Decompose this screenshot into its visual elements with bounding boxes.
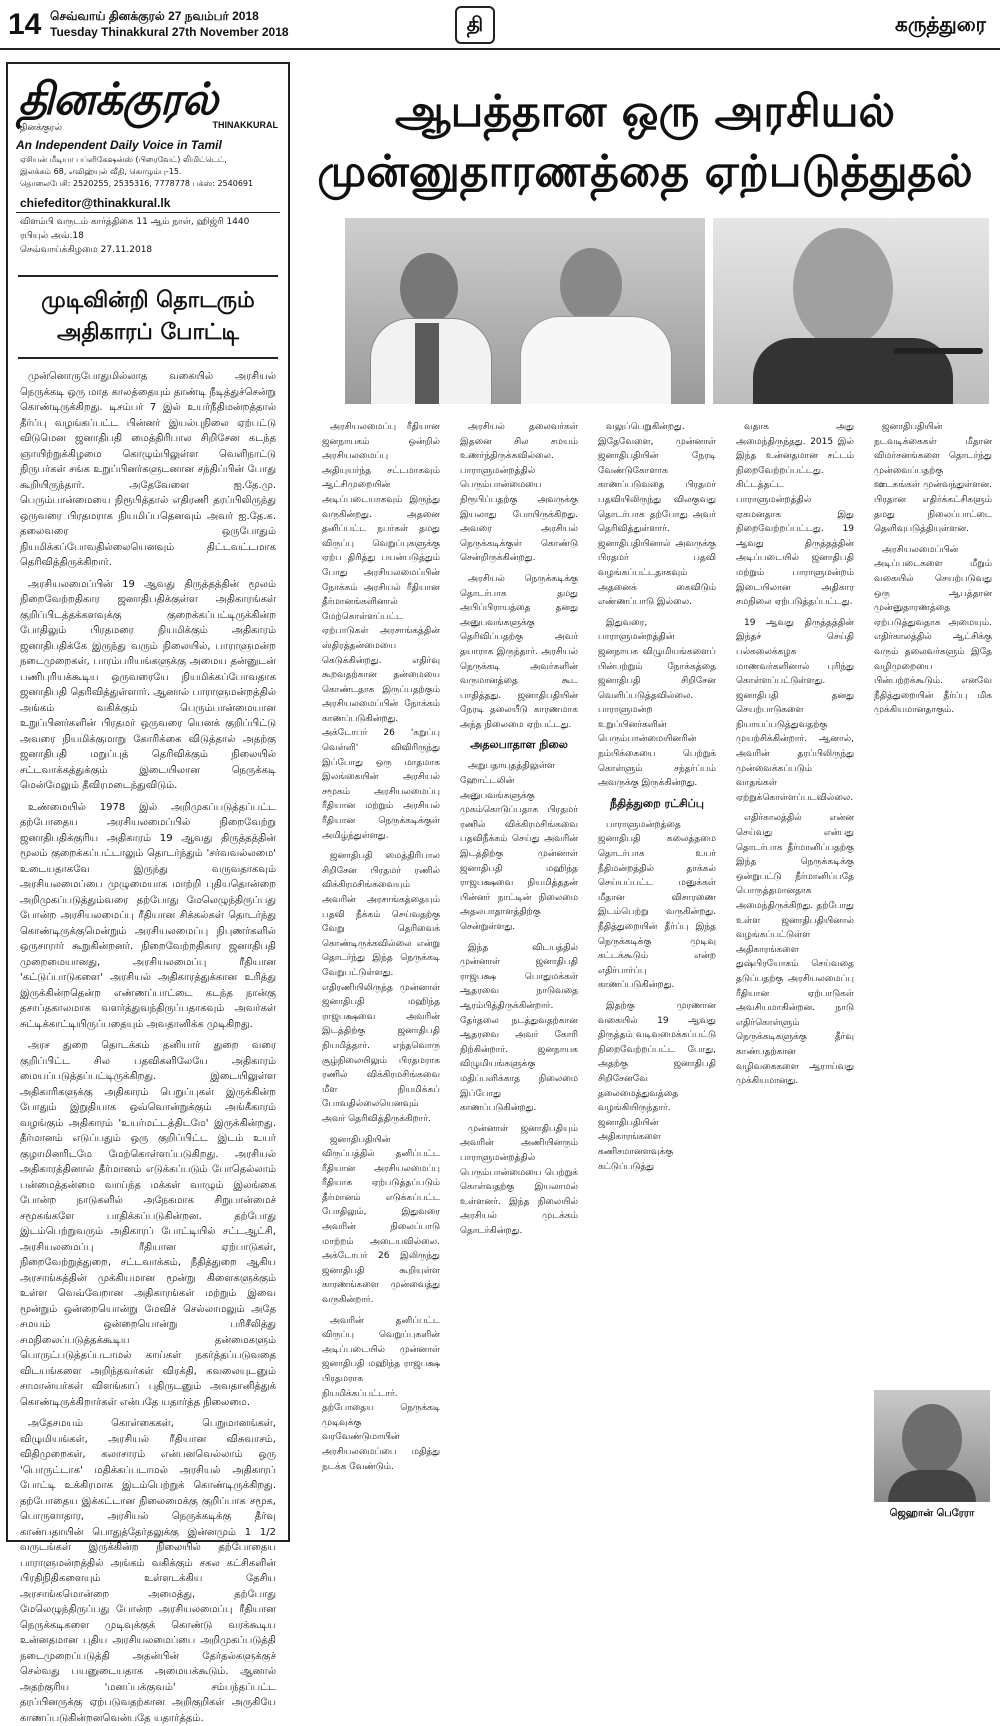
publisher-line: தொலைபேசி: 2520255, 2535316, 7778778 பக்ஸ்: 2540691: [20, 179, 254, 188]
editorial-title-line: முடிவின்றி தொடரும்: [41, 288, 255, 313]
editorial-paragraph: அரச துறை தொடக்கம் தனியார் துறை வரை குறிப்பிட்ட சில பதவிகளிலேயே அதிகாரம் மையப்படுத்தப்பட்டிருக்கிறது. இடையிலுள்ள அதிகாரிகளுக்கு அதிகாரம் பெறுப்புகள் இருக்கின்ற போதும் இறுதியாக ஒவ்வொன்றுக்கும் அங்கீகாரம் வழங்கும் அதிகாரம் 'உயர்மட்டத்திடமே' இருக்கின்றது. தீர்மானம் எடுப்பதும் ஒரு குறிப்பிட்ட இடம் உயர் குழாமினரிடமே மேற்கொள்ளப்படுகிறது. அரசியல் அதிகாரத்தினால் தீர்மானம் எடுக்கப்படும் போதெல்லாம் பன்மைத்தன்மை வாய்ந்த மக்கள் வாழும் இலங்கை போன்ற நாடுகளில் அநேகமாக சிறுபான்மைச் சமூகங்களே பாதிக்கப்படுகின்றன. தற்போது இடம்பெற்றுவரும் அதிகாரப் போட்டியில் சட்டஆட்சி, அரசியலமைப்பு ரீதியான ஏற்பாடுகள், நிறைவேற்றுத்துறை, சட்டவாக்கம், நீதித்துறை ஆகிய அரசாங்கத்தின் முக்கியமான மூன்று கிளைகளுக்கும் உள்ள வெவ்வேறான அதிகாரங்கள் மற்றும் இவை மூன்றும் ஒன்றையொன்று மேவிச் செல்லாமலும் அதே சமயம் ஒன்றையொன்று பரிசீலித்து சமநிலைப்படுத்தக்கூடிய தன்மைகளும் பொருட்படுத்தப்படாமல் காய்கள் நகர்த்தப்படுவதை விடயங்களை அறிந்தவர்கள் விரக்தி, கவலையுடனும் சாமான்யர்கள் விளங்காப் புதிருடனும் அவதானித்துக் கொண்டிருக்கிறார்கள் என்பதே யதார்த்த நிலைமை.: [20, 1040, 276, 1408]
portrait-photo: [713, 218, 989, 404]
masthead-box: [6, 62, 290, 1724]
person-body: [520, 316, 672, 404]
article-paragraph: அரசியலமைப்பின் அடிப்படைகளை மீறும் வகையில் செயற்படுவது ஒரு ஆபத்தான முன்னுதாரணத்தை ஏற்படுத்துவதாக அமையும். எதிர்காலத்தில் ஆட்சிக்கு வரும் தலைவர்களும் இதே வழிமுறையை பின்பற்றக்கூடும். எனவே நீதித்துறையின் தீர்ப்பு மிக முக்கியமானதாகும்.: [874, 544, 992, 716]
author-face: [902, 1404, 962, 1474]
date-tamil: செவ்வாய் தினக்குரல் 27 நவம்பர் 2018: [50, 9, 259, 23]
article-paragraph: இதற்கு முரணான வகையில் 19 ஆவது திருத்தம் வடிவமைக்கப்பட்டு நிறைவேற்றப்பட்ட போது, அதற்கு ஜனாதிபதி சிறிசேனவே தலைமைத்துவத்தை வழங்கியிருந்தார். ஜனாதிபதியின் அதிகாரங்களை கணிசமானளவுக்கு கட்டுப்படுத்து: [598, 1000, 716, 1172]
headline-line: முன்னுதாரணத்தை ஏற்படுத்துதல்: [317, 146, 973, 197]
newspaper-name: தினக்குரல்: [18, 74, 217, 125]
person-face: [793, 228, 893, 348]
page-header: [0, 0, 1000, 50]
newspaper-brand: [18, 74, 278, 132]
editorial-paragraph: முன்னொருபோதுமில்லாத வகையில் அரசியல் நெருக்கடி ஒரு மாத காலத்தையும் தாண்டி நீடித்துச்சென்று கொண்டிருக்கிறது. டிசம்பர் 7 இல் உயர்நீதிமன்றத்தால் தீர்ப்பு வழங்கப்பட்ட பின்னர் இயல்புநிலை ஏற்பட்டு விடுமென ஜனாதிபதி மைத்திரிபால சிறிசேன கடந்த ஞாயிற்றுக்கிழமை கொழும்பிலுள்ள வெளிநாட்டு நிருபர்கள் சங்க உறுப்பினர்களுடனான சந்திப்பின் போது கூறியிருந்தார். அதேவேளை ஐ.தே.மு. பெரும்பான்மையை நிரூபித்தால் எதிரணி தரப்பிலிருந்து ஒருவரை பிரதமராக நியமிப்பதெனவும் அவர் ஐ.தே.க. தலைவரை ஒருபோதும் நியமிக்கப்போவதில்லையெனவும் திட்டவட்டமாக தெரிவித்திருக்கிறார்.: [20, 371, 276, 568]
page-number: 14: [8, 8, 42, 41]
article-paragraph: வதாக அது அமைந்திருந்தது. 2015 இல் இந்த உன்னதமான சட்டம் நிறைவேற்றப்பட்டது. கிட்டத்தட்ட பாராளுமன்றத்தில் ஏகமனதாக இது நிறைவேற்றப்பட்டது. 19 ஆவது திருத்தத்தின் அடிப்படையில் ஜனாதிபதி மற்றும் பாராளுமன்றம் இடையிலான அதிகார சமநிலை ஏற்படுத்தப்பட்டது.: [736, 422, 854, 608]
publisher-line: இலக்கம் 68, எவிஹ்யுல் வீதி, கொழும்பு-15.: [20, 167, 182, 176]
article-paragraph: முன்னாள் ஜனாதிபதியும் அவரின் அணியினரும் பாராளுமன்றத்தில் பெரும்பான்மையை பெற்றுக் கொள்வதற்கு இயலாமல் உள்ளனர். இந்த நிலையில் அரசியல் முடக்கம் தொடர்கின்றது.: [460, 1123, 578, 1236]
article-paragraph: அவரின் தனிப்பட்ட விருப்பு வெறுப்புகளின் அடிப்படையில் முன்னாள் ஜனாதிபதி மஹிந்த ராஜபக்ஷ பிரதமராக நியமிக்கப்பட்டார். தற்போதைய நெருக்கடி முடிவுக்கு வரவேண்டுமாயின் அரசியலமைப்பை மதித்து நடக்க வேண்டும்.: [322, 1315, 440, 1472]
newspaper-logo-mark: தி: [455, 6, 495, 44]
subheading: நீதித்துறை ரட்சிப்பு: [610, 796, 704, 810]
author-shoulders: [888, 1470, 976, 1502]
newspaper-name-small: தினக்குரல்: [20, 123, 62, 133]
article-paragraph: அரசியலமைப்பு ரீதியான ஜனநாயகம் ஒன்றில் அரசியலமைப்பு அதியுயர்ந்த சட்டமாகவும் ஆட்சிமுறையின் அடிப்படையாகவும் இருந்து வருகின்றது. அதனை தனிப்பட்ட நபர்கள் தமது விருப்பு வெறுப்புகளுக்கு ஏற்ப திரித்து பயன்படுத்தும் போது அரசியலமைப்பின் நோக்கம் அரசியல் ரீதியான தீர்மானங்களினால் மேற்கொள்ளப்பட்ட ஏற்பாடுகள் அரசாங்கத்தின் ஸ்திரத்தன்மையை கெடுக்கின்றது. எதிர்வு கூறவதற்கான தன்மையை கொண்டதாக இருப்பதற்கும் அரசியலமைப்பின் நோக்கம் காணப்படுகின்றது. அக்டோபர் 26 'கறுப்பு வெள்ளி' விவிரிருந்து இப்போது ஒரு மாதமாக இலங்கையின் அரசியல் சமூகம் அரசியலமைப்பு ரீதியான மற்றும் அரசியல் ரீதியான நெருக்கடிக்குள் அமிழ்ந்துள்ளது.: [322, 422, 440, 841]
person-face: [560, 248, 622, 322]
article-paragraph: எதிர்காலத்தில் என்ன செய்வது என்பது தொடர்பாக தீர்மானிப்பதற்கு இந்த நெருக்கடிக்கு ஒன்றுபட்டு நீர்மானிப்பதே பொருத்தமானதாக அமைந்திருக்கிறது. தற்போது உள்ள ஜனாதிபதியினால் வழங்கப்பட்டுள்ள அதிகாரங்களை துஷ்பிரயோகம் செய்வதை தடுப்பதற்கு அரசியலமைப்பு ரீதியான ஏற்பாடுகள் அவசியமாகின்றன. நாடு எதிர்கொள்ளும் நெருக்கடிகளுக்கு தீர்வு காண்பதற்கான வழிவகைகளை ஆராய்வது முக்கியமானது.: [736, 813, 854, 1087]
calendar-info: [20, 215, 276, 257]
date-english: Tuesday Thinakkural 27th November 2018: [50, 25, 289, 39]
editorial-paragraph: உண்மையில் 1978 இல் அறிமுகப்படுத்தப்பட்ட தற்போதைய அரசியலமைப்பில் நிறைவேற்று ஜனாதிபதிக்குரிய அதிகாரம் 19 ஆவது திருத்தத்தின் மூலம் குறைக்கப்பட்டாலும் தொடர்ந்தும் 'சர்வவல்லமை' உடையதாகவே இருந்து வருவதாகவும் அரசியலமைப்பை முழுமையாக மாற்றி புதியதொன்றை அறிமுகப்படுத்தும்வரை தற்போது மேலெழுந்திருப்பது போன்ற அரசியலமைப்பு ரீதியான சிக்கல்கள் தொடர்ந்து கொண்டிருக்குமென்றும் அரசியலமைப்பு நிபுணர்களில் ஒருசாரார் கூறுகின்றனர். நிறைவேற்றதிகார ஜனாதிபதி முறைமையானது, அரசியலமைப்பு ரீதியான 'கட்டுப்பாடுகளை' அரசியல் அதிகாரத்துக்கான உரித்து இருக்கின்றதென்ற எண்ணப்பாட்டை கடந்த நான்கு தசாப்தகாலமாக வளர்த்துவந்திருப்பதாகவும் அவர்கள் சுட்டிக்காட்டியிருப்பதையும் அவதானிக்க முடிகிறது.: [20, 801, 276, 1030]
editorial-paragraph: அரசியலமைப்பின் 19 ஆவது திருத்தத்தின் மூலம் நிறைவேற்றதிகார ஜனாதிபதிக்குள்ள அதிகாரங்கள் குறிப்பிடத்தக்களவுக்கு குறைக்கப்பட்டிருக்கின்ற போதிலும் பிரதமரை நியமிக்கும் அதிகாரம் ஜனாதிபதிக்கே இருந்து வரும் நிலையில், பாராளுமன்ற நடைமுறைகள், பாரம்பரியங்களுக்கு அமைய தன்னுடன் பணிபுரியக்கூடிய ஒருவரையே நியமிக்கப்போவதாக ஜனாதிபதி தெரிவித்துள்ளார். ஆனால் பாராளுமன்றத்தில் அங்கம் வகிக்கும் பெரும்பான்மையான உறுப்பினர்களின் பிரதமர் ஒருவரை யெனக் குறிப்பிட்டு அவரை நியமிக்குமாறு கோரிக்கை விடுத்தால் அதற்கு ஜனாதிபதி மறுப்புத் தெரிவிக்கும் நிலையில் சட்டவாக்கத்துக்கும் இடையிலான நெருக்கடி மென்மேலும் தீவிரமடைந்துவிடும்.: [20, 578, 276, 791]
publisher-info: [20, 154, 276, 190]
article-paragraph: பாராளுமன்றத்தை ஜனாதிபதி கலைத்தமை தொடர்பாக உயர் நீதிமன்றத்தில் தாக்கல் செய்யப்பட்ட மனுக்கள் மீதான விசாரணை இடம்பெற்று வருகின்றது. நீதித்துறையின் தீர்ப்பு இந்த நெருக்கடிக்கு முடிவு கட்டக்கூடும் என்ற எதிர்பார்ப்பு காணப்படுகின்றது.: [598, 819, 716, 991]
article-column: [460, 420, 578, 1538]
microphone-shape: [893, 348, 983, 354]
article-paragraph: ஜனாதிபதியின் விருப்பத்தில் தனிப்பட்ட ரீதியான அரசியலமைப்பு ரீதியாக ஏற்படுத்தப்படும் தீர்மானம் எடுக்கப்பட்ட போதிலும், இதுவரை அவரின் நிலைப்பாடு மாற்றம் அடையவில்லை. அக்டோபர் 26 இலிருந்து ஜனாதிபதி கூறியுள்ள காரணங்களை முன்வைத்து வருகின்றார்.: [322, 1134, 440, 1306]
headline-line: ஆபத்தான ஒரு அரசியல்: [395, 86, 895, 137]
scarf-shape: [415, 323, 439, 404]
editorial-paragraph: அதேசமயம் கொள்கைகள், பெறுமானங்கள், விழுமியங்கள், அரசியல் ரீதியான விசுவாசம், விதிமுறைகள், கலாசாரம் என்பனவெல்லாம் ஒரு 'பொருட்டாக' மதிக்கப்படாமல் அரசியல் அதிகாரப் போட்டி உக்கிரமாக இடம்பெற்றுக் கொண்டிருக்கிறது. தற்போதைய இக்கட்டான நிலைமைக்கு குறிப்பாக சமூக, பொருளாதார, அரசியல் நெருக்கடிக்கு தீர்வு காண்பதாயின் பொதுத்தேர்தலுக்கு இன்னமும் 1 1/2 வருடங்கள் இருக்கின்ற நிலையில் தற்போதைய பாராளுமன்றத்தில் அங்கம் வகிக்கும் சகல கட்சிகளின் பிரதிநிதிகளையும் உள்ளடக்கிய தேசிய அரசாங்கமொன்றை அமைத்து, தற்போது மேலெழுந்திருப்பது போன்ற அரசியலமைப்பு ரீதியான நெருக்கடிகளை முடிவுக்குக் கொண்டு வரக்கூடிய உன்னதமான புதிய அரசியலமைப்பை அறிமுகப்படுத்தி நடைமுறைப்படுத்தி அதன்பின் தேர்தல்களுக்குச் செல்வது பயனுடையதாக அமையக்கூடும். ஆனால் அதற்குரிய 'மனப்பக்குவம்' சம்பந்தப்பட்ட தரப்பினருக்கு ஏற்படுவதற்கான அறிகுறிகள் அருகியே காணப்படுகின்றனவென்பதே யதார்த்தம்.: [20, 1418, 276, 1724]
article-body: [322, 420, 992, 1538]
article-paragraph: அரசியல் தலைவர்கள் இதனை சில சமயம் உணர்ந்திருக்கவில்லை. பாராளுமன்றத்தில் பெரும்பான்மையை நிரூபிப்பதற்கு அவருக்கு இயலாது போயிருக்கிறது. அவரை அரசியல் நெருக்கடிக்குள் கொண்டு சென்றிருக்கின்றது.: [460, 422, 578, 564]
calendar-line: விளம்பி வருடம் கார்த்திகை 11 ஆம் நாள், ஹிஜ்ரி 1440 ரபியுல் அவ்.18: [20, 217, 250, 241]
divider: [16, 212, 280, 213]
article-column: [598, 420, 716, 1538]
article-paragraph: 19 ஆவது திருத்தத்தின் இந்தச் செய்தி பல்கலைக்கழக மாணவர்களினால் புரிந்து கொள்ளப்பட்டுள்ளது. ஜனாதிபதி தனது செயற்பாடுகளை நியாயப்படுத்துவதற்கு முயற்சிக்கின்றார். ஆனால், அவரின் தரப்பிலிருந்து முன்வைக்கப்படும் வாதங்கள் ஏற்றுக்கொள்ளப்படவில்லை.: [736, 617, 854, 803]
article-paragraph: இதுவரை, பாராளுமன்றத்தின் ஜனநாயக விழுமியங்களைப் பின்பற்றும் நோக்கத்தை ஜனாதிபதி சிறிசேன வெளிப்படுத்தவில்லை. பாராளுமன்ற உறுப்பினர்களின் பெரும்பான்மையினரின் நம்பிக்கையை பெற்றுக் கொள்ளும் சந்தர்ப்பம் அவருக்கு இருக்கின்றது.: [598, 617, 716, 789]
newspaper-name-roman: THINAKKURAL: [212, 120, 278, 130]
editorial-title: [18, 275, 278, 359]
article-paragraph: அரசியல் நெருக்கடிக்கு தொடர்பாக தமது அபிப்பிராயத்தை தனது அனுபவங்களுக்கு தெரிவிப்பதற்கு அவர் தயாராக இருந்தார். அரசியல் நெருக்கடி அவர்களின் வருமானத்தை கூட பாதித்தது. ஜனாதிபதியின் நேரடி தலையீடு காரணமாக அந்த நிலைமை ஏற்பட்டது.: [460, 573, 578, 730]
article-photos: [345, 218, 989, 404]
article-paragraph: ஜனாதிபதி மைத்திரிபால சிறிசேன பிரதமர் ரணில் விக்கிரமசிங்கவையும் அவரின் அரசாங்கத்தையும் பதவி நீக்கம் செய்வதற்கு வேறு தெரிவைக் கொண்டிருக்கவில்லை என்று தொடர்ந்து இந்த நெருக்கடி வேறுபட்டுள்ளது. எதிரணியிலிருந்த முன்னாள் ஜனாதிபதி மஹிந்த ராஜபக்ஷவை அவரின் இடத்திற்கு ஜனாதிபதி நியமித்தார். எந்தவொரு சூழ்நிலையிலும் பிரதமராக ரணில் விக்கிரமசிங்கவை மீள நியமிக்கப் போவதில்லையெனவும் அவர் தெரிவித்திருக்கிறார்.: [322, 851, 440, 1124]
politicians-photo: [345, 218, 705, 404]
article-column: [874, 420, 992, 1538]
author-name: ஜெஹான் பெரேரா: [889, 1508, 975, 1519]
editor-email: chiefeditor@thinakkural.lk: [20, 196, 171, 210]
article-paragraph: ஜனாதிபதியின் நடவடிக்கைகள் மீதான விமர்சனங்களை தொடர்ந்து முன்வைப்பதற்கு ஊடகங்கள் முன்வந்துள்ளன. பிரதான எதிர்க்கட்சிகளும் தமது நிலைப்பாட்டை தெளிவுபடுத்தியுள்ளன.: [874, 422, 992, 535]
article-headline: [300, 82, 990, 202]
person-face: [400, 253, 458, 323]
article-paragraph: இந்த விடயத்தில் முன்னாள் ஜனாதிபதி ராஜபக்ஷ பொதுமக்கள் ஆதரவை நாடுவதை ஆரம்பித்திருக்கின்றார். தேர்தலை நடத்துவதற்கான ஆதரவை அவர் கோரி நிற்கின்றார். ஜனநாயக விழுமியங்களுக்கு மதிப்பளிக்காத நிலைமை இப்போது காணப்படுகின்றது.: [460, 942, 578, 1114]
article-column: [736, 420, 854, 1538]
author-photo: [874, 1390, 990, 1502]
editorial-title-line: அதிகாரப் போட்டி: [57, 320, 239, 345]
calendar-line: செவ்வாய்க்கிழமை 27.11.2018: [20, 245, 153, 255]
dateline: [50, 8, 289, 40]
editorial-body: [20, 369, 276, 1726]
subheading: அதலபாதாள நிலை: [470, 738, 568, 752]
section-title: கருத்துரை: [895, 12, 986, 36]
tagline: An Independent Daily Voice in Tamil: [16, 138, 222, 152]
author-box: [874, 1390, 990, 1530]
article-paragraph: அறுபதாயுதத்திலுள்ள ஹோட்டலின் அனுபவங்களுக்கு முகம்கொடுப்பதாக பிரதமர் ரணில் விக்கிரமசிங்கவை பதவிநீக்கம் செய்து அவரின் இடத்திற்கு முன்னாள் ஜனாதிபதி மஹிந்த ராஜபக்ஷவை நியமித்ததன் பின்னர் நாட்டின் நிலைமை அதலபாதாளத்திற்கு சென்றுள்ளது.: [460, 761, 578, 932]
publisher-line: ஏசியன் மீடியா பப்ளிகேஷன்ஸ் (பிரைவேட்) லிமிட்டெட்,: [20, 155, 227, 164]
article-column: [322, 420, 440, 1538]
article-paragraph: வலுப்பெறுகின்றது. இதேவேளை, முன்னாள் ஜனாதிபதியின் நேரடி வேண்டுகோளாக காணப்படுவதை பிரதமர் பதவியிலிருந்து விலகுவது தொடர்பாக தற்போது அவர் தெரிவித்துள்ளார். ஜனாதிபதியினால் அவருக்கு பிரதமர் பதவி வழங்கப்பட்டதாகவும் அதனைக் கைவிடும் எண்ணப்பாடு இல்லை.: [598, 422, 716, 608]
